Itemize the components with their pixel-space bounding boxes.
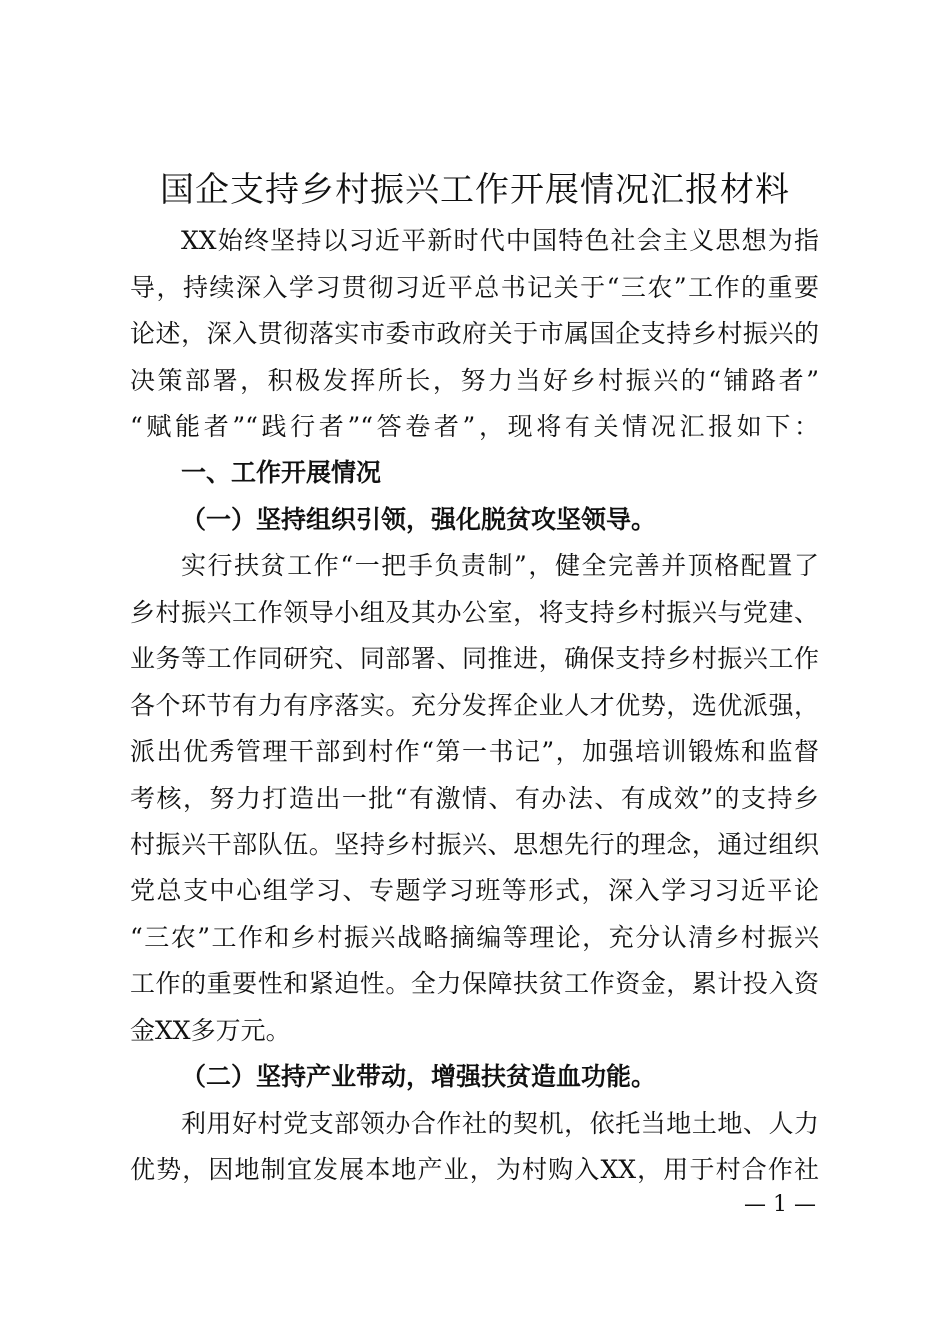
body-line: 金XX多万元。 <box>130 1016 291 1045</box>
body-line: （一）坚持组织引领，强化脱贫攻坚领导。 <box>181 505 657 534</box>
body-line: 派出优秀管理干部到村作“第一书记”，加强培训锻炼和监督 <box>130 737 819 766</box>
body-line: （二）坚持产业带动，增强扶贫造血功能。 <box>181 1062 657 1091</box>
body-line: 决策部署，积极发挥所长，努力当好乡村振兴的“铺路者” <box>130 366 819 395</box>
body-line: 乡村振兴工作领导小组及其办公室，将支持乡村振兴与党建、 <box>130 598 819 627</box>
body-line: 工作的重要性和紧迫性。全力保障扶贫工作资金，累计投入资 <box>130 969 819 998</box>
body-line: 各个环节有力有序落实。充分发挥企业人才优势，选优派强， <box>130 691 819 720</box>
body-line: “赋能者”“践行者”“答卷者”，现将有关情况汇报如下： <box>130 412 819 441</box>
body-line: 党总支中心组学习、专题学习班等形式，深入学习习近平论 <box>130 876 819 905</box>
body-line: 业务等工作同研究、同部署、同推进，确保支持乡村振兴工作 <box>130 644 819 673</box>
body-line: 论述，深入贯彻落实市委市政府关于市属国企支持乡村振兴的 <box>130 319 819 348</box>
body-line: 优势，因地制宜发展本地产业，为村购入XX，用于村合作社 <box>130 1155 819 1184</box>
document-title: 国企支持乡村振兴工作开展情况汇报材料 <box>160 170 790 210</box>
page-number: — 1 — <box>744 1192 816 1217</box>
body-line: “三农”工作和乡村振兴战略摘编等理论，充分认清乡村振兴 <box>130 923 819 952</box>
body-line: 一、工作开展情况 <box>181 458 382 487</box>
body-line: 村振兴干部队伍。坚持乡村振兴、思想先行的理念，通过组织 <box>130 830 819 859</box>
body-line: 考核，努力打造出一批“有激情、有办法、有成效”的支持乡 <box>130 784 819 813</box>
body-line: 实行扶贫工作“一把手负责制”，健全完善并顶格配置了 <box>181 551 819 580</box>
body-line: 利用好村党支部领办合作社的契机，依托当地土地、人力 <box>181 1109 819 1138</box>
body-line: 导，持续深入学习贯彻习近平总书记关于“三农”工作的重要 <box>130 273 819 302</box>
body-line: XX始终坚持以习近平新时代中国特色社会主义思想为指 <box>181 226 819 255</box>
